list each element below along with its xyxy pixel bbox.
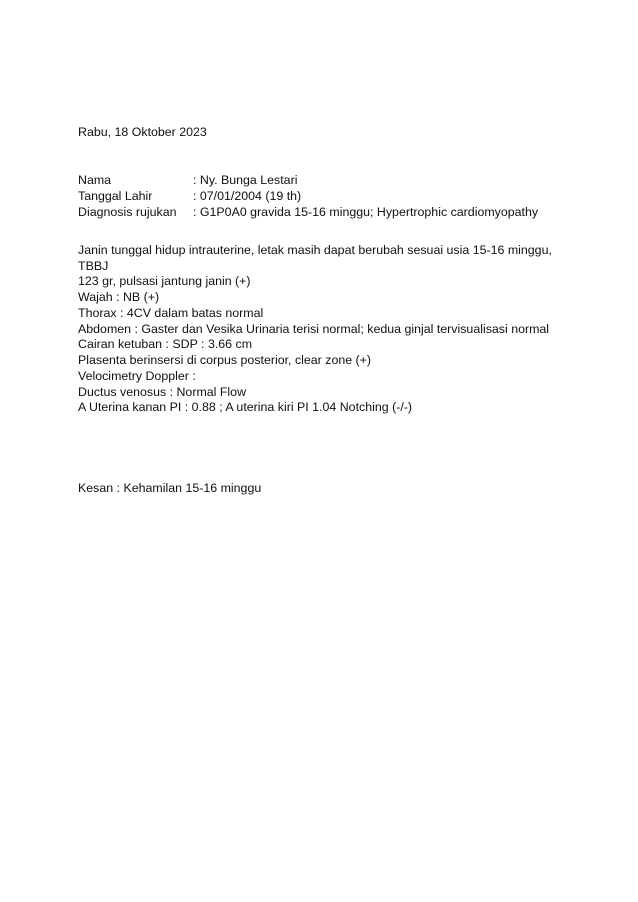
finding-cairan-ketuban: Cairan ketuban : SDP : 3.66 cm: [78, 337, 253, 352]
patient-name-value: : Ny. Bunga Lestari: [193, 173, 298, 187]
fetal-status-line-1: Janin tunggal hidup intrauterine, letak masih dapat berubah sesuai usia 15-16 minggu, TBBJ: [78, 243, 552, 273]
finding-thorax: Thorax : 4CV dalam batas normal: [78, 305, 264, 320]
patient-name-row: [78, 172, 297, 188]
fetal-status-line-2: 123 gr, pulsasi jantung janin (+): [78, 274, 251, 289]
referral-diagnosis-value: : G1P0A0 gravida 15-16 minggu; Hypertrophic cardiomyopathy: [193, 205, 539, 219]
finding-abdomen: Abdomen : Gaster dan Vesika Urinaria terisi normal; kedua ginjal tervisualisasi normal: [78, 321, 550, 336]
report-date: Rabu, 18 Oktober 2023: [78, 125, 207, 139]
doppler-uterina: A Uterina kanan PI : 0.88 ; A uterina kiri PI 1.04 Notching (-/-): [78, 400, 413, 415]
findings-section: [78, 243, 558, 369]
patient-dob-label: Tanggal Lahir: [78, 189, 153, 203]
patient-name-label: Nama: [78, 173, 112, 187]
patient-dob-value: : 07/01/2004 (19 th): [193, 189, 302, 203]
finding-plasenta: Plasenta berinsersi di corpus posterior, clear zone (+): [78, 352, 372, 367]
doppler-ductus-venosus: Ductus venosus : Normal Flow: [78, 384, 247, 399]
conclusion: Kesan : Kehamilan 15-16 minggu: [78, 481, 262, 495]
doppler-section: [78, 369, 558, 416]
finding-wajah: Wajah : NB (+): [78, 290, 160, 305]
doppler-title: Velocimetry Doppler :: [78, 369, 196, 383]
referral-diagnosis-label: Diagnosis rujukan: [78, 205, 177, 219]
referral-diagnosis-row: [78, 204, 538, 220]
patient-dob-row: [78, 188, 301, 204]
